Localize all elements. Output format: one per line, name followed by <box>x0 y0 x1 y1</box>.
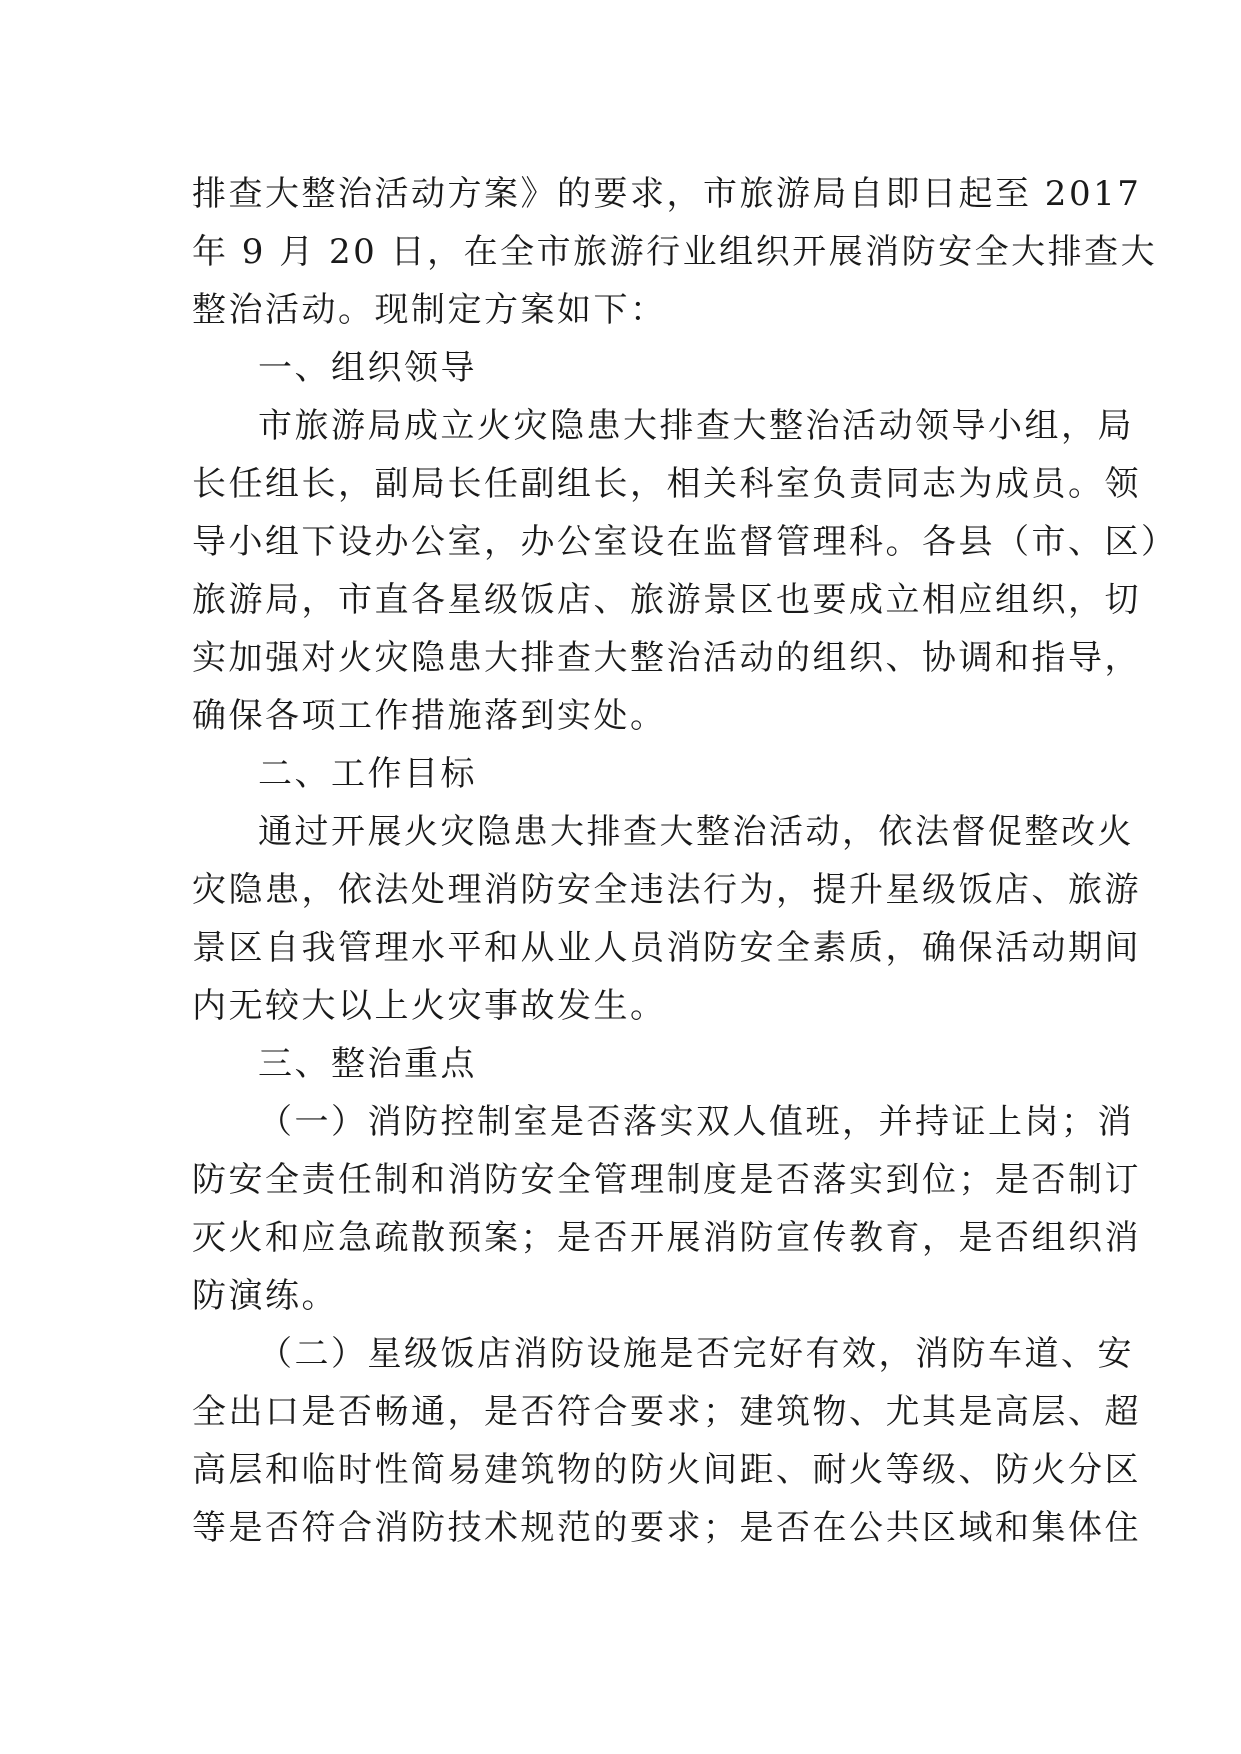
section-heading: 二、工作目标 <box>258 754 477 794</box>
body-text-line: 实加强对火灾隐患大排查大整治活动的组织、协调和指导， <box>192 638 1141 678</box>
body-text-line: 防演练。 <box>192 1276 338 1316</box>
body-text-line: （二）星级饭店消防设施是否完好有效，消防车道、安 <box>258 1334 1134 1374</box>
body-text-line: 通过开展火灾隐患大排查大整治活动，依法督促整改火 <box>258 812 1134 852</box>
body-text-line: 排查大整治活动方案》的要求，市旅游局自即日起至 2017 <box>192 174 1142 214</box>
body-text-line: 全出口是否畅通，是否符合要求；建筑物、尤其是高层、超 <box>192 1392 1141 1432</box>
body-text-line: 年 9 月 20 日，在全市旅游行业组织开展消防安全大排查大 <box>192 232 1158 272</box>
body-text-line: 确保各项工作措施落到实处。 <box>192 696 667 736</box>
body-text-line: 灭火和应急疏散预案；是否开展消防宣传教育，是否组织消 <box>192 1218 1141 1258</box>
body-text-line: 高层和临时性简易建筑物的防火间距、耐火等级、防火分区 <box>192 1450 1141 1490</box>
body-text-line: 市旅游局成立火灾隐患大排查大整治活动领导小组，局 <box>258 406 1134 446</box>
body-text-line: 长任组长，副局长任副组长，相关科室负责同志为成员。领 <box>192 464 1141 504</box>
body-text-line: 内无较大以上火灾事故发生。 <box>192 986 667 1026</box>
body-text-line: 导小组下设办公室，办公室设在监督管理科。各县（市、区） <box>192 522 1178 562</box>
body-text-line: 防安全责任制和消防安全管理制度是否落实到位；是否制订 <box>192 1160 1141 1200</box>
section-heading: 一、组织领导 <box>258 348 477 388</box>
body-text-line: 灾隐患，依法处理消防安全违法行为，提升星级饭店、旅游 <box>192 870 1141 910</box>
body-text-line: （一）消防控制室是否落实双人值班，并持证上岗；消 <box>258 1102 1134 1142</box>
section-heading: 三、整治重点 <box>258 1044 477 1084</box>
body-text-line: 景区自我管理水平和从业人员消防安全素质，确保活动期间 <box>192 928 1141 968</box>
body-text-line: 整治活动。现制定方案如下： <box>192 290 667 330</box>
body-text-line: 等是否符合消防技术规范的要求；是否在公共区域和集体住 <box>192 1508 1141 1548</box>
body-text-line: 旅游局，市直各星级饭店、旅游景区也要成立相应组织，切 <box>192 580 1141 620</box>
